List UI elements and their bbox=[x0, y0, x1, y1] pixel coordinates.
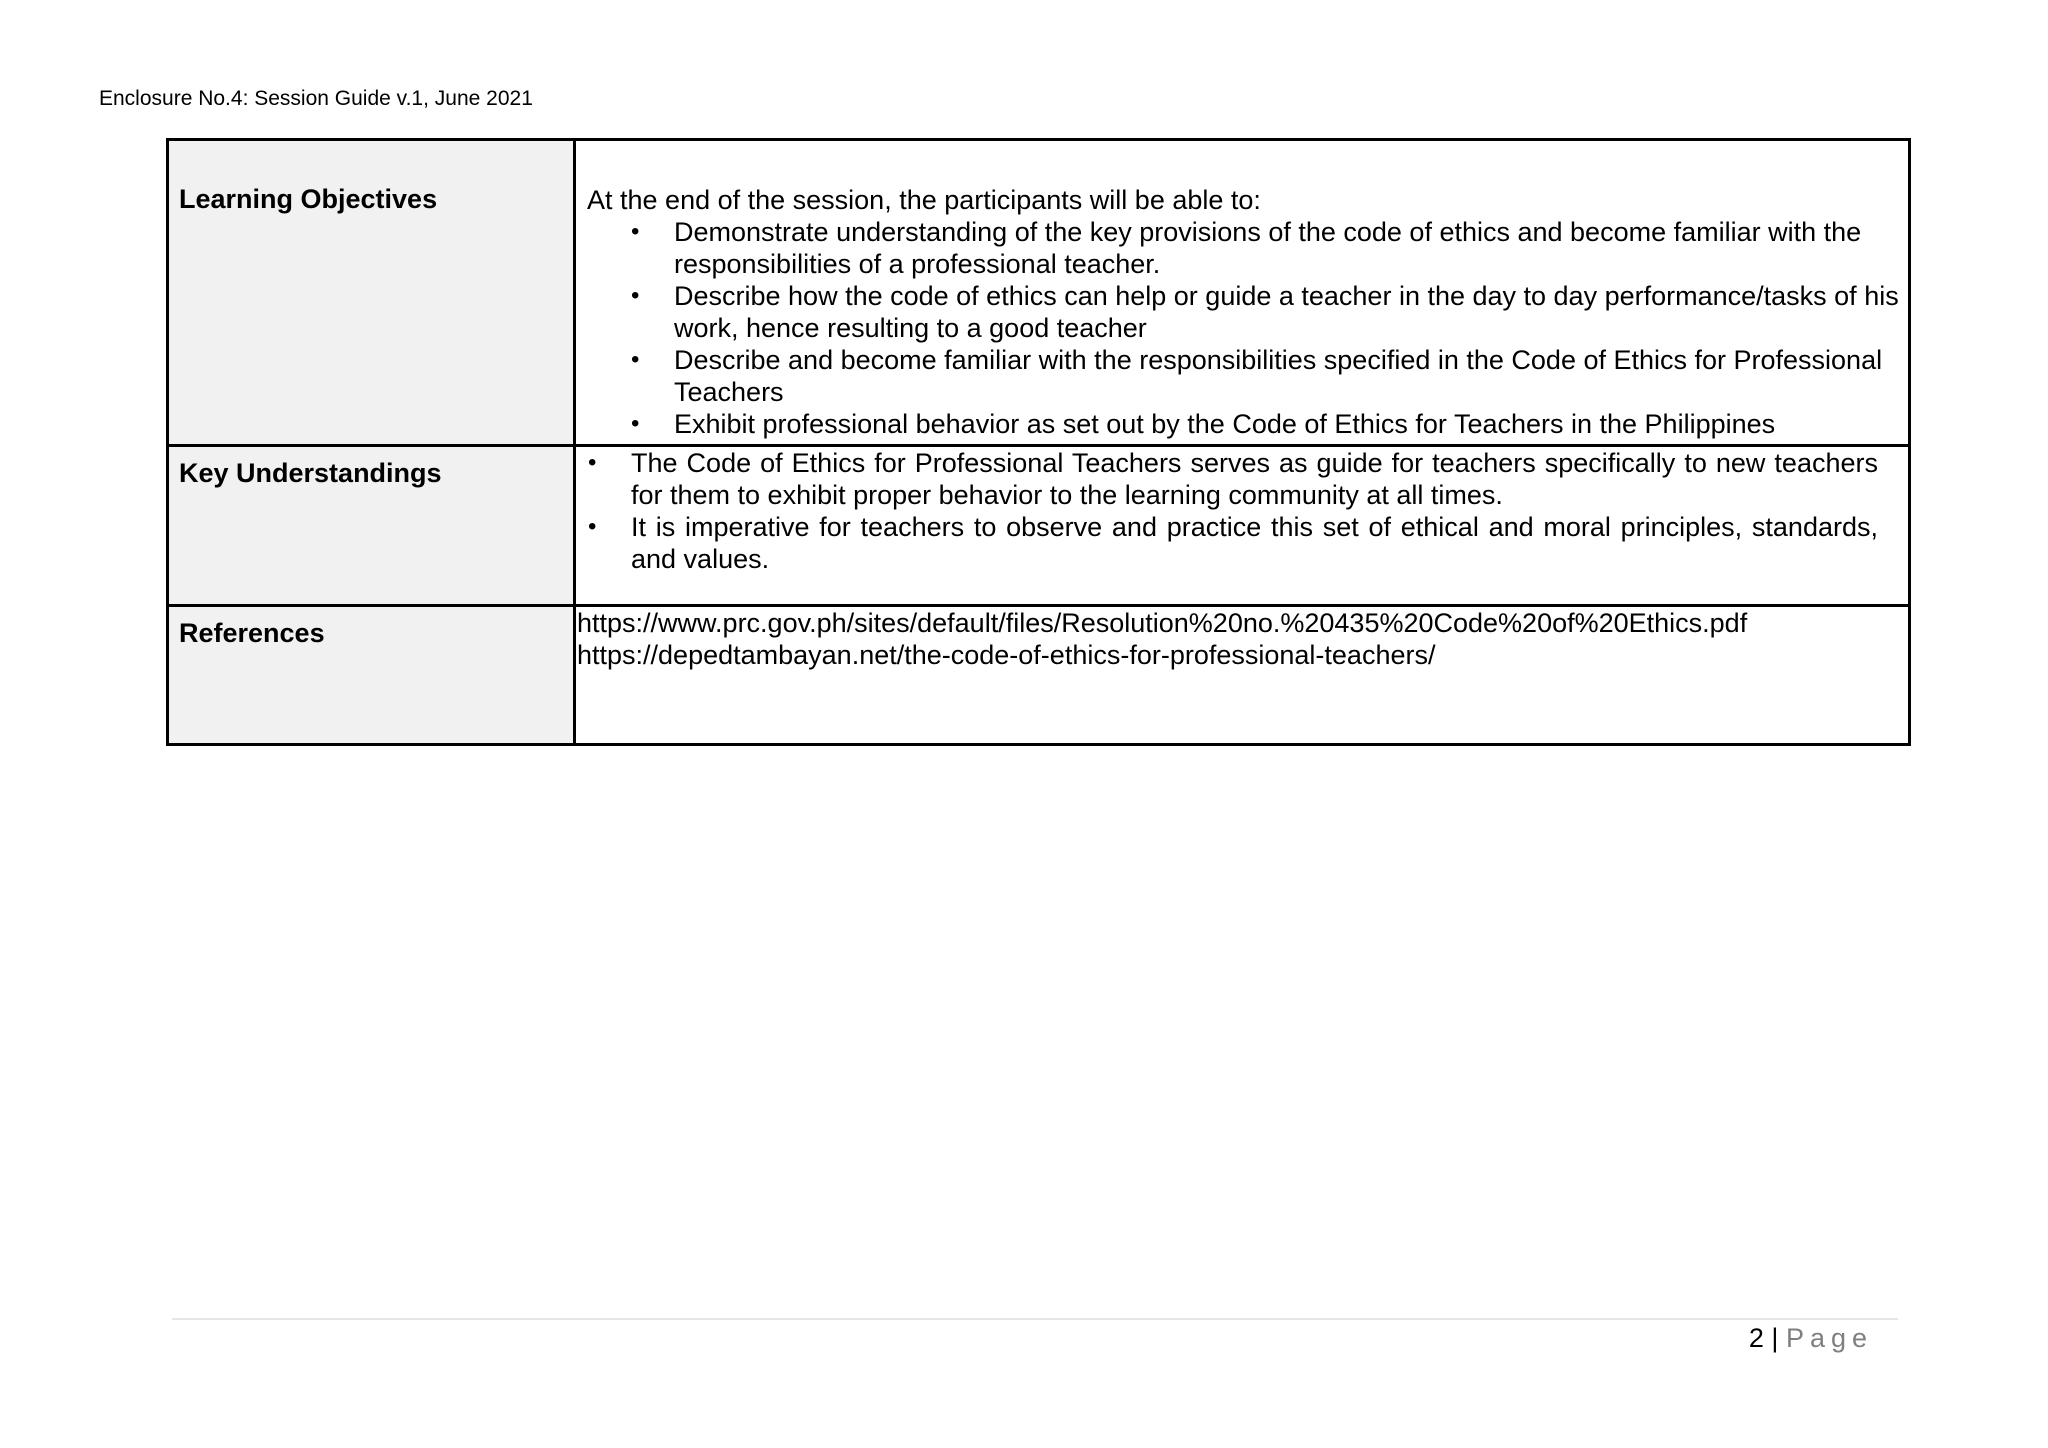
list-item bbox=[576, 408, 1908, 440]
list-item-text: It is imperative for teachers to observe and practice this set of ethical and moral principles, standards, and values. bbox=[631, 512, 1878, 574]
reference-link-prc[interactable]: https://www.prc.gov.ph/sites/default/files/Resolution%20no.%20435%20Code%20of%20Ethics.pdf bbox=[577, 608, 1748, 638]
learning-objectives-intro: At the end of the session, the participants will be able to: bbox=[587, 185, 1261, 215]
table-row-references bbox=[168, 606, 1910, 745]
learning-objectives-content-cell bbox=[575, 140, 1910, 446]
list-item bbox=[576, 216, 1908, 280]
page-number: 2 bbox=[1748, 1323, 1764, 1353]
document-header: Enclosure No.4: Session Guide v.1, June 2021 bbox=[99, 87, 533, 110]
references-content-cell bbox=[575, 606, 1910, 745]
key-understandings-label-cell bbox=[168, 446, 575, 606]
list-item-text: Describe and become familiar with the responsibilities specified in the Code of Ethics for Professional Teachers bbox=[674, 345, 1883, 407]
list-item-text: Exhibit professional behavior as set out by the Code of Ethics for Teachers in the Philippines bbox=[674, 409, 1776, 439]
list-item-text: The Code of Ethics for Professional Teachers serves as guide for teachers specifically to new teachers for them to exhibit proper behavior to the learning community at all times. bbox=[631, 448, 1878, 510]
list-item bbox=[576, 511, 1908, 575]
list-item bbox=[576, 447, 1908, 511]
bullet-icon: • bbox=[631, 410, 640, 437]
table-row-key-understandings bbox=[168, 446, 1910, 606]
key-understandings-list bbox=[576, 447, 1908, 575]
key-understandings-content-cell bbox=[575, 446, 1910, 606]
list-item bbox=[576, 344, 1908, 408]
session-guide-table bbox=[166, 138, 1911, 746]
learning-objectives-list bbox=[576, 216, 1908, 440]
bullet-icon: • bbox=[588, 513, 597, 540]
footer-divider bbox=[172, 1318, 1898, 1320]
bullet-icon: • bbox=[588, 449, 597, 476]
list-item bbox=[576, 280, 1908, 344]
bullet-icon: • bbox=[631, 218, 640, 245]
learning-objectives-label: Learning Objectives bbox=[179, 184, 438, 214]
table-row-learning-objectives bbox=[168, 140, 1910, 446]
references-list bbox=[576, 607, 1908, 671]
page-number-footer bbox=[1749, 1322, 1873, 1354]
page-word: Page bbox=[1785, 1323, 1873, 1353]
bullet-icon: • bbox=[631, 346, 640, 373]
page-separator: | bbox=[1771, 1323, 1779, 1353]
bullet-icon: • bbox=[631, 282, 640, 309]
learning-objectives-label-cell bbox=[168, 140, 575, 446]
references-label: References bbox=[179, 618, 325, 648]
reference-link-depedtambayan[interactable]: https://depedtambayan.net/the-code-of-ethics-for-professional-teachers/ bbox=[577, 640, 1436, 670]
list-item-text: Demonstrate understanding of the key provisions of the code of ethics and become familiar with the responsibilities of a professional teacher. bbox=[674, 217, 1862, 279]
key-understandings-label: Key Understandings bbox=[179, 458, 442, 488]
references-label-cell bbox=[168, 606, 575, 745]
list-item-text: Describe how the code of ethics can help or guide a teacher in the day to day performance/tasks of his work, hence resulting to a good teacher bbox=[674, 281, 1899, 343]
